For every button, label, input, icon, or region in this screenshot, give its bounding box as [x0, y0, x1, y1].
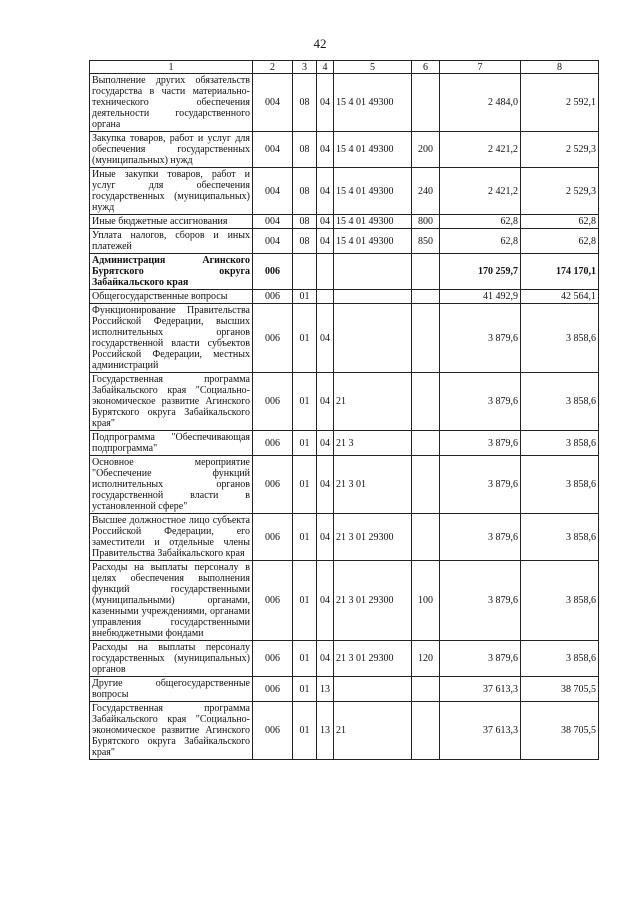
row-value-cell: 38 705,5 — [521, 677, 599, 702]
header-row — [90, 61, 599, 74]
row-value-cell — [334, 304, 412, 373]
row-value-cell: 3 858,6 — [521, 514, 599, 561]
table-row — [90, 168, 599, 215]
row-value-cell: 3 879,6 — [440, 431, 521, 456]
row-value-cell: 01 — [293, 304, 317, 373]
row-value-cell — [334, 677, 412, 702]
row-value-cell: 04 — [317, 215, 334, 229]
row-value-cell: 006 — [253, 456, 293, 514]
row-name-cell: Подпрограмма "Обеспечивающая подпрограмма" — [90, 431, 253, 456]
row-value-cell — [412, 290, 440, 304]
row-value-cell: 3 858,6 — [521, 431, 599, 456]
row-value-cell: 2 592,1 — [521, 74, 599, 132]
row-value-cell: 15 4 01 49300 — [334, 229, 412, 254]
row-value-cell: 21 3 01 — [334, 456, 412, 514]
row-value-cell: 004 — [253, 74, 293, 132]
row-value-cell: 04 — [317, 132, 334, 168]
row-value-cell — [334, 290, 412, 304]
row-value-cell: 21 3 01 29300 — [334, 641, 412, 677]
table-row — [90, 373, 599, 431]
table-row — [90, 304, 599, 373]
row-value-cell: 04 — [317, 561, 334, 641]
row-name-cell: Иные бюджетные ассигнования — [90, 215, 253, 229]
row-value-cell: 100 — [412, 561, 440, 641]
row-value-cell: 13 — [317, 677, 334, 702]
table-row — [90, 456, 599, 514]
row-value-cell: 170 259,7 — [440, 254, 521, 290]
row-value-cell: 006 — [253, 290, 293, 304]
row-value-cell: 3 879,6 — [440, 561, 521, 641]
row-value-cell: 240 — [412, 168, 440, 215]
row-name-cell: Другие общегосударственные вопросы — [90, 677, 253, 702]
column-header: 5 — [334, 61, 412, 74]
row-value-cell: 3 879,6 — [440, 456, 521, 514]
page-number: 42 — [313, 36, 327, 51]
row-value-cell — [412, 702, 440, 760]
row-value-cell: 006 — [253, 677, 293, 702]
table-body — [90, 74, 599, 760]
row-name-cell: Администрация Агинского Бурятского округа Забайкальского края — [90, 254, 253, 290]
column-header: 4 — [317, 61, 334, 74]
row-value-cell — [412, 373, 440, 431]
row-value-cell: 2 529,3 — [521, 168, 599, 215]
row-value-cell — [412, 254, 440, 290]
row-name-cell: Высшее должностное лицо субъекта Российской Федерации, его заместители и отдельные члены Правительства Забайкальского края — [90, 514, 253, 561]
row-value-cell: 08 — [293, 132, 317, 168]
row-name-cell: Функционирование Правительства Российской Федерации, высших исполнительных органов государственной власти субъектов Российской Федерации, местных администраций — [90, 304, 253, 373]
row-value-cell: 04 — [317, 229, 334, 254]
row-value-cell: 38 705,5 — [521, 702, 599, 760]
row-value-cell — [293, 254, 317, 290]
row-value-cell: 04 — [317, 514, 334, 561]
row-value-cell: 3 879,6 — [440, 304, 521, 373]
row-value-cell: 37 613,3 — [440, 677, 521, 702]
row-value-cell: 800 — [412, 215, 440, 229]
row-value-cell: 62,8 — [521, 229, 599, 254]
row-value-cell: 006 — [253, 561, 293, 641]
column-header: 1 — [90, 61, 253, 74]
row-value-cell: 41 492,9 — [440, 290, 521, 304]
row-value-cell: 120 — [412, 641, 440, 677]
row-name-cell: Закупка товаров, работ и услуг для обеспечения государственных (муниципальных) нужд — [90, 132, 253, 168]
row-value-cell: 62,8 — [440, 215, 521, 229]
row-value-cell — [317, 254, 334, 290]
row-name-cell: Выполнение других обязательств государства в части материально-технического обеспечения деятельности государственного органа — [90, 74, 253, 132]
row-value-cell: 01 — [293, 514, 317, 561]
budget-table — [89, 60, 599, 760]
row-value-cell — [412, 456, 440, 514]
table-row — [90, 677, 599, 702]
row-value-cell: 21 — [334, 702, 412, 760]
column-header: 2 — [253, 61, 293, 74]
row-value-cell — [412, 74, 440, 132]
row-value-cell — [412, 677, 440, 702]
row-value-cell: 004 — [253, 132, 293, 168]
table-row — [90, 132, 599, 168]
table-row — [90, 290, 599, 304]
row-value-cell: 04 — [317, 641, 334, 677]
row-value-cell: 3 858,6 — [521, 304, 599, 373]
row-name-cell: Государственная программа Забайкальского края "Социально-экономическое развитие Агинского Бурятского округа Забайкальского края" — [90, 702, 253, 760]
row-value-cell: 01 — [293, 641, 317, 677]
row-value-cell: 04 — [317, 168, 334, 215]
table-row — [90, 641, 599, 677]
row-value-cell: 01 — [293, 456, 317, 514]
row-name-cell: Основное мероприятие "Обеспечение функций исполнительных органов государственной власти в установленной сфере" — [90, 456, 253, 514]
row-value-cell: 21 — [334, 373, 412, 431]
row-name-cell: Иные закупки товаров, работ и услуг для обеспечения государственных (муниципальных) нужд — [90, 168, 253, 215]
row-value-cell: 3 879,6 — [440, 373, 521, 431]
column-header: 3 — [293, 61, 317, 74]
row-value-cell: 006 — [253, 304, 293, 373]
row-value-cell: 2 421,2 — [440, 132, 521, 168]
row-value-cell: 15 4 01 49300 — [334, 215, 412, 229]
row-value-cell: 62,8 — [521, 215, 599, 229]
row-value-cell: 04 — [317, 456, 334, 514]
row-value-cell: 04 — [317, 431, 334, 456]
row-value-cell: 01 — [293, 561, 317, 641]
row-value-cell: 174 170,1 — [521, 254, 599, 290]
row-value-cell: 08 — [293, 229, 317, 254]
row-value-cell: 3 858,6 — [521, 641, 599, 677]
row-value-cell: 3 879,6 — [440, 514, 521, 561]
row-value-cell: 13 — [317, 702, 334, 760]
row-value-cell: 006 — [253, 431, 293, 456]
row-value-cell: 15 4 01 49300 — [334, 132, 412, 168]
row-value-cell: 21 3 — [334, 431, 412, 456]
row-value-cell — [412, 431, 440, 456]
column-header: 6 — [412, 61, 440, 74]
row-value-cell: 42 564,1 — [521, 290, 599, 304]
row-value-cell: 3 858,6 — [521, 456, 599, 514]
row-value-cell: 200 — [412, 132, 440, 168]
row-value-cell: 2 529,3 — [521, 132, 599, 168]
row-name-cell: Общегосударственные вопросы — [90, 290, 253, 304]
row-value-cell: 08 — [293, 168, 317, 215]
row-name-cell: Государственная программа Забайкальского края "Социально-экономическое развитие Агинского Бурятского округа Забайкальского края" — [90, 373, 253, 431]
row-value-cell: 01 — [293, 431, 317, 456]
row-value-cell — [317, 290, 334, 304]
row-value-cell: 004 — [253, 215, 293, 229]
row-value-cell: 21 3 01 29300 — [334, 561, 412, 641]
row-value-cell: 006 — [253, 641, 293, 677]
row-name-cell: Уплата налогов, сборов и иных платежей — [90, 229, 253, 254]
column-header: 8 — [521, 61, 599, 74]
row-value-cell: 01 — [293, 373, 317, 431]
row-value-cell: 04 — [317, 304, 334, 373]
row-value-cell: 2 484,0 — [440, 74, 521, 132]
table-row — [90, 254, 599, 290]
row-value-cell: 01 — [293, 290, 317, 304]
row-value-cell: 01 — [293, 677, 317, 702]
table-row — [90, 215, 599, 229]
row-value-cell: 006 — [253, 373, 293, 431]
row-value-cell: 08 — [293, 215, 317, 229]
row-value-cell: 006 — [253, 514, 293, 561]
row-value-cell: 21 3 01 29300 — [334, 514, 412, 561]
row-name-cell: Расходы на выплаты персоналу в целях обеспечения выполнения функций государственными (муниципальными) органами, казенными учреждениями, органами управления государственными внебюджетными фондами — [90, 561, 253, 641]
row-value-cell: 004 — [253, 168, 293, 215]
row-name-cell: Расходы на выплаты персоналу государственных (муниципальных) органов — [90, 641, 253, 677]
row-value-cell: 3 858,6 — [521, 561, 599, 641]
row-value-cell: 15 4 01 49300 — [334, 168, 412, 215]
row-value-cell — [412, 514, 440, 561]
row-value-cell: 006 — [253, 254, 293, 290]
table-row — [90, 431, 599, 456]
row-value-cell: 08 — [293, 74, 317, 132]
row-value-cell — [334, 254, 412, 290]
row-value-cell: 3 879,6 — [440, 641, 521, 677]
row-value-cell: 850 — [412, 229, 440, 254]
table-row — [90, 514, 599, 561]
row-value-cell: 37 613,3 — [440, 702, 521, 760]
table-row — [90, 702, 599, 760]
row-value-cell: 15 4 01 49300 — [334, 74, 412, 132]
row-value-cell: 01 — [293, 702, 317, 760]
table-row — [90, 74, 599, 132]
row-value-cell: 3 858,6 — [521, 373, 599, 431]
row-value-cell: 2 421,2 — [440, 168, 521, 215]
row-value-cell — [412, 304, 440, 373]
table-row — [90, 229, 599, 254]
row-value-cell: 006 — [253, 702, 293, 760]
row-value-cell: 04 — [317, 74, 334, 132]
row-value-cell: 004 — [253, 229, 293, 254]
column-header: 7 — [440, 61, 521, 74]
table-row — [90, 561, 599, 641]
row-value-cell: 62,8 — [440, 229, 521, 254]
row-value-cell: 04 — [317, 373, 334, 431]
